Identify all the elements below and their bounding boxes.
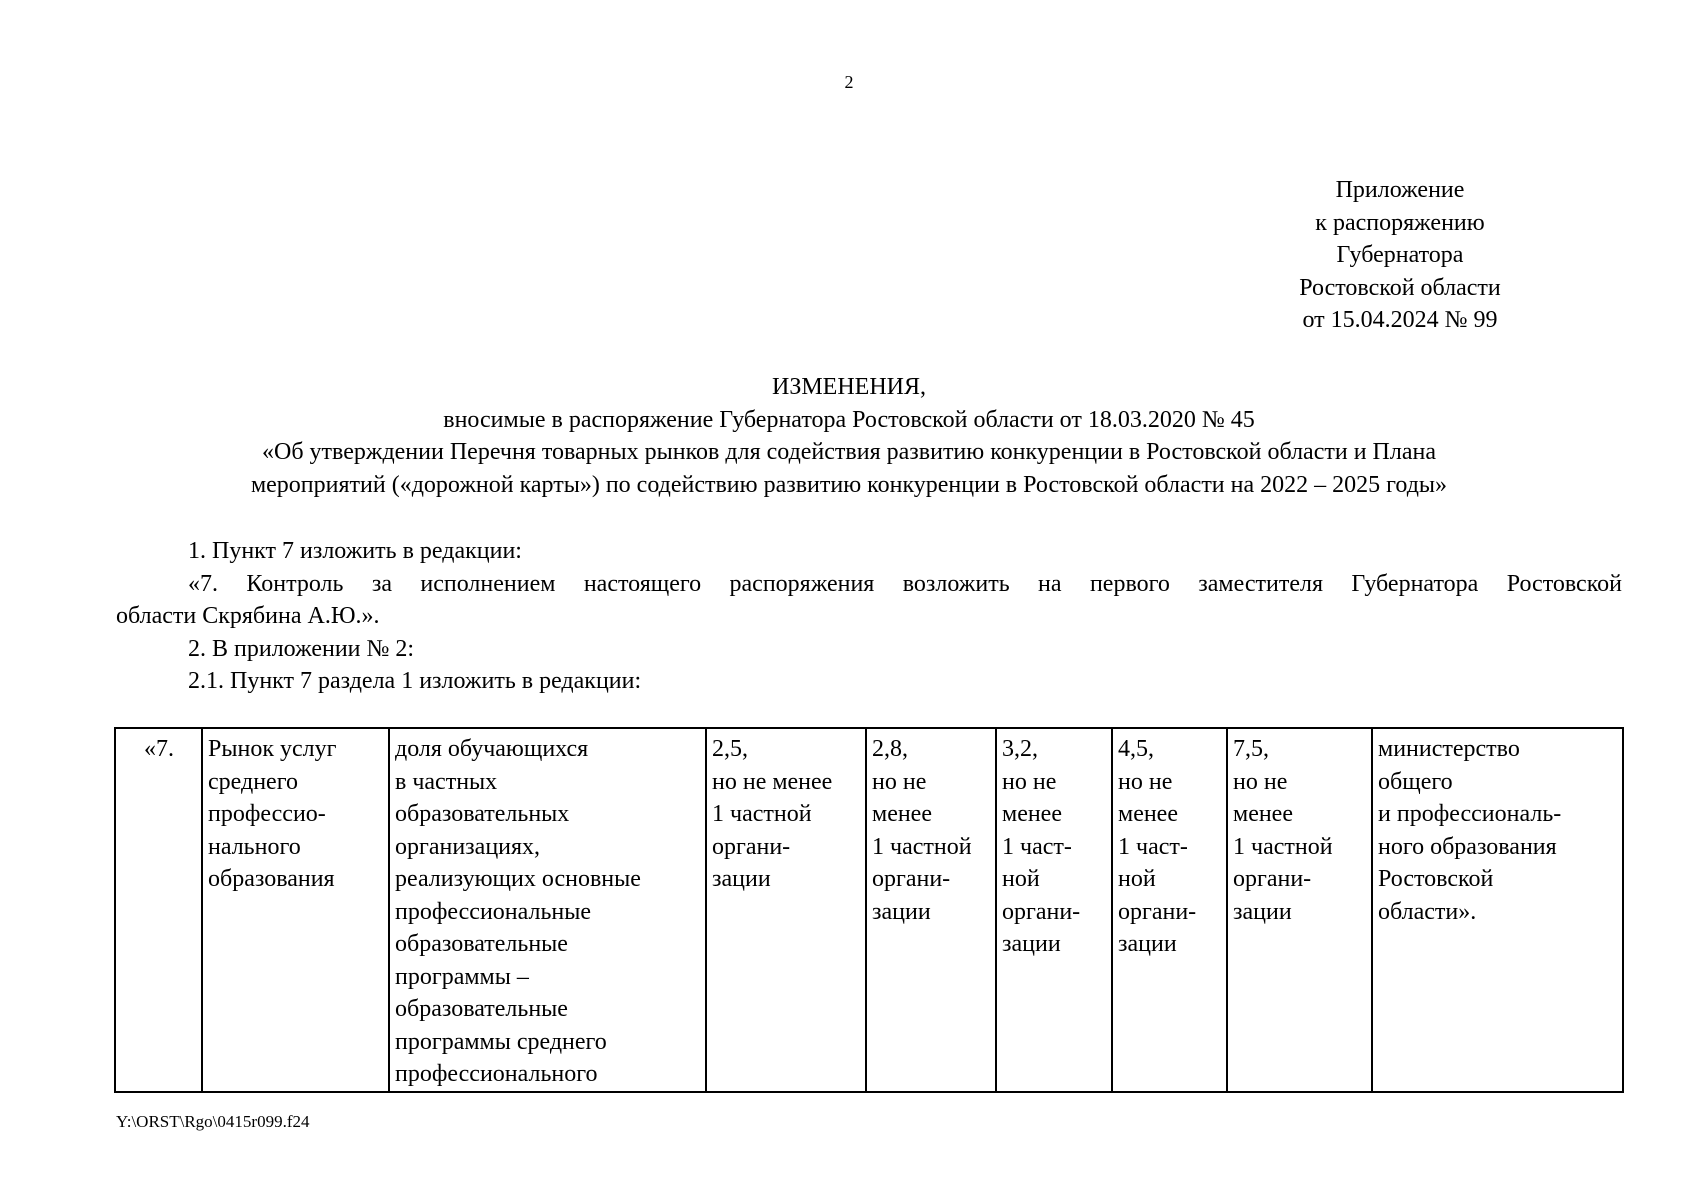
table-cell-value-5: [1227, 728, 1372, 1092]
cell-line: органи-: [712, 833, 791, 860]
heading-line: «Об утверждении Перечня товарных рынков для содействия развитию конкуренции в Ростовской области и Плана: [261, 439, 1436, 465]
cell-line: зации: [872, 898, 931, 925]
cell-line: реализующих основные: [395, 866, 641, 892]
paragraph-3: 2. В приложении № 2:: [188, 635, 415, 662]
table-cell-value-3: [996, 728, 1112, 1092]
cell-line: ной: [1002, 866, 1040, 892]
table-row: [115, 728, 1623, 1092]
cell-line: менее: [1118, 801, 1178, 827]
cell-line: зации: [712, 866, 771, 892]
cell-line: общего: [1378, 768, 1453, 795]
table-cell-item-number: [115, 728, 202, 1092]
cell-line: 2,5,: [712, 736, 748, 762]
appendix-block: [1260, 174, 1540, 337]
cell-line: программы среднего: [395, 1028, 607, 1055]
cell-line: и профессиональ-: [1378, 801, 1562, 827]
table-cell-market: [202, 728, 389, 1092]
cell-line: 7,5,: [1233, 736, 1269, 762]
cell-line: зации: [1118, 931, 1177, 957]
cell-line: 3,2,: [1002, 736, 1038, 762]
page-number: 2: [844, 72, 854, 92]
cell-line: Рынок услуг: [208, 736, 337, 762]
cell-line: Ростовской: [1378, 866, 1494, 892]
cell-line: среднего: [208, 768, 298, 795]
table-cell-value-4: [1112, 728, 1227, 1092]
paragraph-4: 2.1. Пункт 7 раздела 1 изложить в редакции:: [188, 668, 642, 694]
document-heading: [116, 371, 1582, 501]
table-cell-value-2: [866, 728, 996, 1092]
table-cell-responsible: [1372, 728, 1623, 1092]
table-cell-value-1: [706, 728, 866, 1092]
cell-line: «7.: [144, 736, 174, 762]
cell-line: в частных: [395, 768, 498, 795]
document-title: ИЗМЕНЕНИЯ,: [771, 374, 927, 400]
cell-line: органи-: [1233, 866, 1312, 892]
heading-line: вносимые в распоряжение Губернатора Ростовской области от 18.03.2020 № 45: [443, 406, 1255, 433]
cell-line: но не: [1118, 768, 1173, 795]
cell-line: профессио-: [208, 801, 326, 827]
cell-line: образовательные: [395, 996, 568, 1022]
cell-line: но не: [872, 768, 927, 795]
cell-line: организациях,: [395, 833, 541, 860]
cell-line: образовательных: [395, 801, 570, 827]
cell-line: образования: [208, 866, 335, 892]
amendment-table: [114, 727, 1624, 1093]
cell-line: менее: [872, 801, 932, 827]
cell-line: менее: [1233, 801, 1293, 827]
appendix-line: Губернатора: [1336, 242, 1464, 268]
cell-line: 1 частной: [872, 833, 972, 860]
cell-line: образовательные: [395, 931, 568, 957]
cell-line: зации: [1002, 931, 1061, 957]
cell-line: 2,8,: [872, 736, 908, 762]
paragraph-2-line-1: «7. Контроль за исполнением настоящего распоряжения возложить на первого заместителя Губернатора Ростовской: [188, 570, 1622, 597]
table-cell-indicator: [389, 728, 706, 1092]
appendix-line: к распоряжению: [1315, 209, 1485, 236]
cell-line: но не: [1002, 768, 1057, 795]
cell-line: нального: [208, 833, 301, 860]
document-body: [116, 535, 1622, 698]
cell-line: 1 частной: [712, 801, 812, 827]
heading-line: мероприятий («дорожной карты») по содействию развитию конкуренции в Ростовской области на 2022 – 2025 годы»: [250, 471, 1448, 498]
cell-line: но не: [1233, 768, 1288, 795]
cell-line: профессиональные: [395, 898, 592, 925]
appendix-line: Ростовской области: [1299, 274, 1501, 301]
cell-line: 1 частной: [1233, 833, 1333, 860]
cell-line: ной: [1118, 866, 1156, 892]
cell-line: 1 част-: [1118, 833, 1188, 860]
cell-line: области».: [1378, 898, 1477, 925]
paragraph-2-line-2: области Скрябина А.Ю.».: [116, 603, 380, 629]
appendix-line: от 15.04.2024 № 99: [1302, 307, 1498, 333]
cell-line: программы –: [395, 963, 529, 990]
cell-line: ного образования: [1378, 833, 1557, 860]
cell-line: менее: [1002, 801, 1062, 827]
paragraph-1: 1. Пункт 7 изложить в редакции:: [188, 538, 522, 564]
cell-line: но не менее: [712, 768, 833, 795]
cell-line: зации: [1233, 898, 1292, 925]
file-path-footer: Y:\ORST\Rgo\0415r099.f24: [116, 1112, 310, 1131]
cell-line: профессионального: [395, 1061, 598, 1087]
cell-line: 1 част-: [1002, 833, 1072, 860]
cell-line: 4,5,: [1118, 736, 1154, 762]
cell-line: органи-: [872, 866, 951, 892]
cell-line: министерство: [1378, 736, 1520, 762]
appendix-line: Приложение: [1335, 177, 1465, 203]
cell-line: органи-: [1118, 898, 1197, 925]
cell-line: доля обучающихся: [395, 736, 589, 762]
cell-line: органи-: [1002, 898, 1081, 925]
